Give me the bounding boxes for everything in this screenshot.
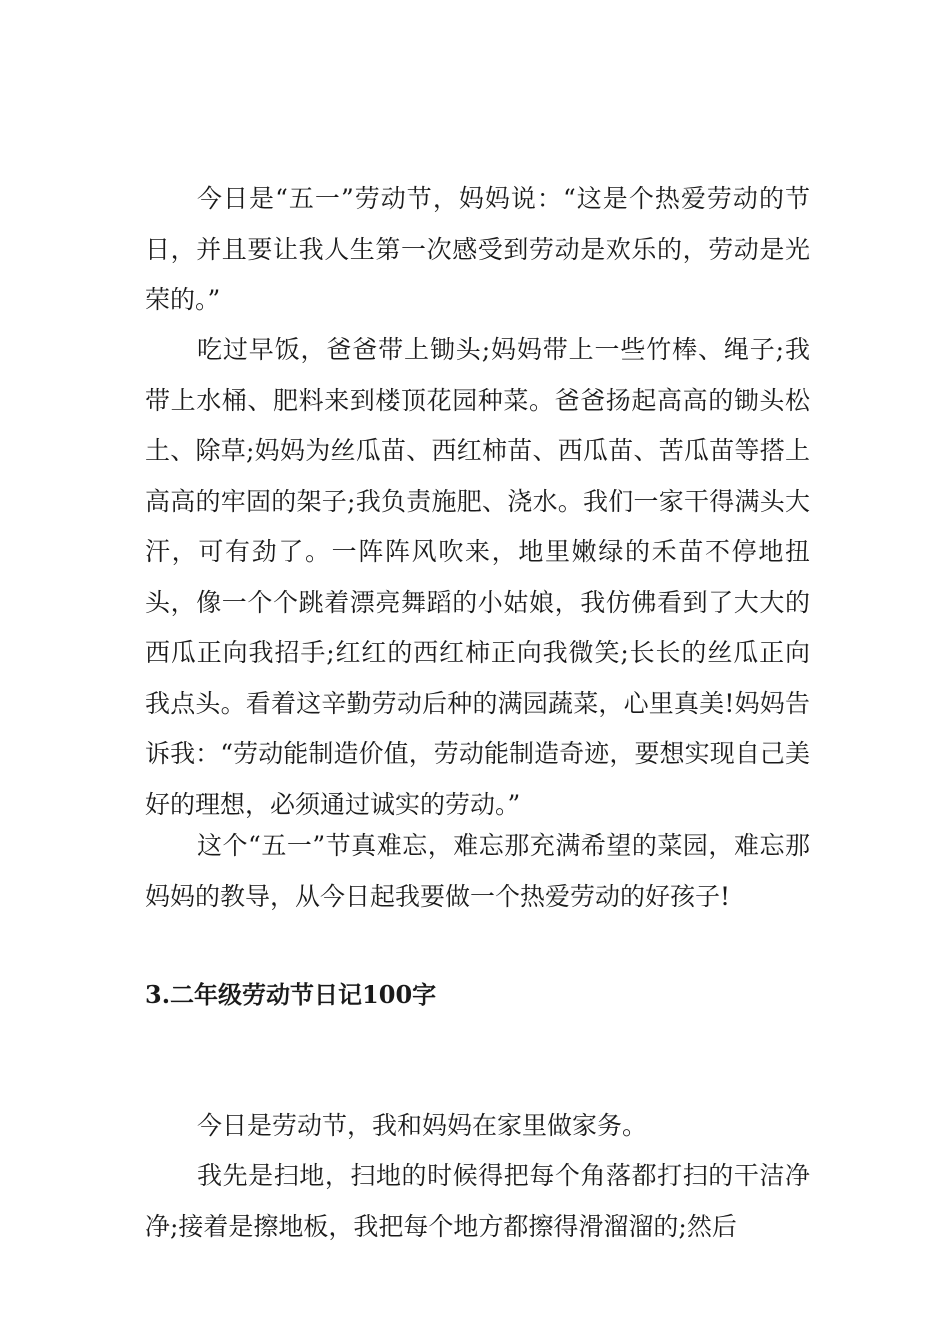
paragraph-2: 吃过早饭，爸爸带上锄头;妈妈带上一些竹棒、绳子;我带上水桶、肥料来到楼顶花园种菜。爸爸扬起高高的锄头松土、除草;妈妈为丝瓜苗、西红柿苗、西瓜苗、苦瓜苗等搭上高高的牢固的架子;我负责施肥、浇水。我们一家干得满头大汗，可有劲了。一阵阵风吹来，地里嫩绿的禾苗不停地扭头，像一个个跳着漂亮舞蹈的小姑娘，我仿佛看到了大大的西瓜正向我招手;红红的西红柿正向我微笑;长长的丝瓜正向我点头。看着这辛勤劳动后种的满园蔬菜，心里真美!妈妈告诉我：“劳动能制造价值，劳动能制造奇迹，要想实现自己美好的理想，必须通过诚实的劳动。” [145, 335, 810, 819]
paragraph-1: 今日是“五一”劳动节，妈妈说：“这是个热爱劳动的节日，并且要让我人生第一次感受到劳动是欢乐的，劳动是光荣的。” [145, 184, 810, 314]
paragraph-3: 这个“五一”节真难忘，难忘那充满希望的菜园，难忘那妈妈的教导，从今日起我要做一个热爱劳动的好孩子! [145, 831, 810, 911]
section-paragraph-2: 我先是扫地，扫地的时候得把每个角落都打扫的干洁净净;接着是擦地板，我把每个地方都擦得滑溜溜的;然后 [145, 1161, 810, 1241]
section-heading: 3.二年级劳动节日记100字 [145, 980, 437, 1009]
section-paragraph-1: 今日是劳动节，我和妈妈在家里做家务。 [197, 1111, 648, 1140]
